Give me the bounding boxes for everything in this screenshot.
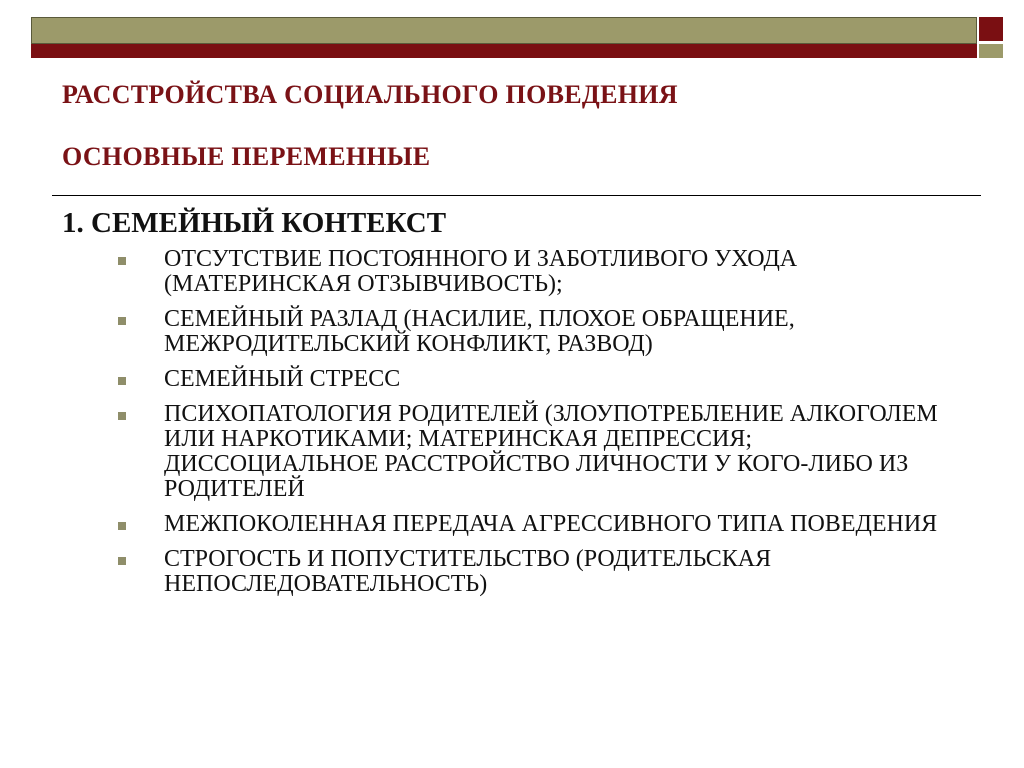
- square-bullet-icon: [118, 412, 126, 420]
- square-bullet-icon: [118, 557, 126, 565]
- list-item-text: ОТСУТСТВИЕ ПОСТОЯННОГО И ЗАБОТЛИВОГО УХОДА (МАТЕРИНСКАЯ ОТЗЫВЧИВОСТЬ);: [164, 246, 798, 297]
- list-item: [118, 512, 938, 537]
- list-item-text: СЕМЕЙНЫЙ РАЗЛАД (НАСИЛИЕ, ПЛОХОЕ ОБРАЩЕНИЕ, МЕЖРОДИТЕЛЬСКИЙ КОНФЛИКТ, РАЗВОД): [164, 306, 795, 357]
- bullet-list: [118, 247, 938, 607]
- square-bullet-icon: [118, 317, 126, 325]
- list-item: [118, 247, 938, 297]
- list-item: [118, 307, 938, 357]
- slide-title: РАССТРОЙСТВА СОЦИАЛЬНОГО ПОВЕДЕНИЯ: [62, 80, 678, 109]
- list-item: [118, 367, 938, 392]
- list-item-text: СЕМЕЙНЫЙ СТРЕСС: [164, 366, 401, 392]
- title-divider: [52, 195, 981, 196]
- header-band-olive: [31, 17, 977, 44]
- corner-square-olive: [979, 44, 1003, 58]
- header-band-maroon: [31, 44, 977, 58]
- list-item-text: СТРОГОСТЬ И ПОПУСТИТЕЛЬСТВО (РОДИТЕЛЬСКАЯ НЕПОСЛЕДОВАТЕЛЬНОСТЬ): [164, 546, 772, 597]
- list-item-text: МЕЖПОКОЛЕННАЯ ПЕРЕДАЧА АГРЕССИВНОГО ТИПА ПОВЕДЕНИЯ: [164, 511, 938, 537]
- slide-subtitle: ОСНОВНЫЕ ПЕРЕМЕННЫЕ: [62, 142, 431, 171]
- section-heading: 1. СЕМЕЙНЫЙ КОНТЕКСТ: [62, 207, 447, 239]
- square-bullet-icon: [118, 377, 126, 385]
- list-item: [118, 402, 938, 502]
- list-item-text: ПСИХОПАТОЛОГИЯ РОДИТЕЛЕЙ (ЗЛОУПОТРЕБЛЕНИЕ АЛКОГОЛЕМ ИЛИ НАРКОТИКАМИ; МАТЕРИНСКАЯ ДЕПРЕССИЯ; ДИССОЦИАЛЬНОЕ РАССТРОЙСТВО ЛИЧНОСТИ У КОГО-ЛИБО ИЗ РОДИТЕЛЕЙ: [164, 401, 938, 502]
- corner-square-maroon: [979, 17, 1003, 41]
- square-bullet-icon: [118, 257, 126, 265]
- square-bullet-icon: [118, 522, 126, 530]
- list-item: [118, 547, 938, 597]
